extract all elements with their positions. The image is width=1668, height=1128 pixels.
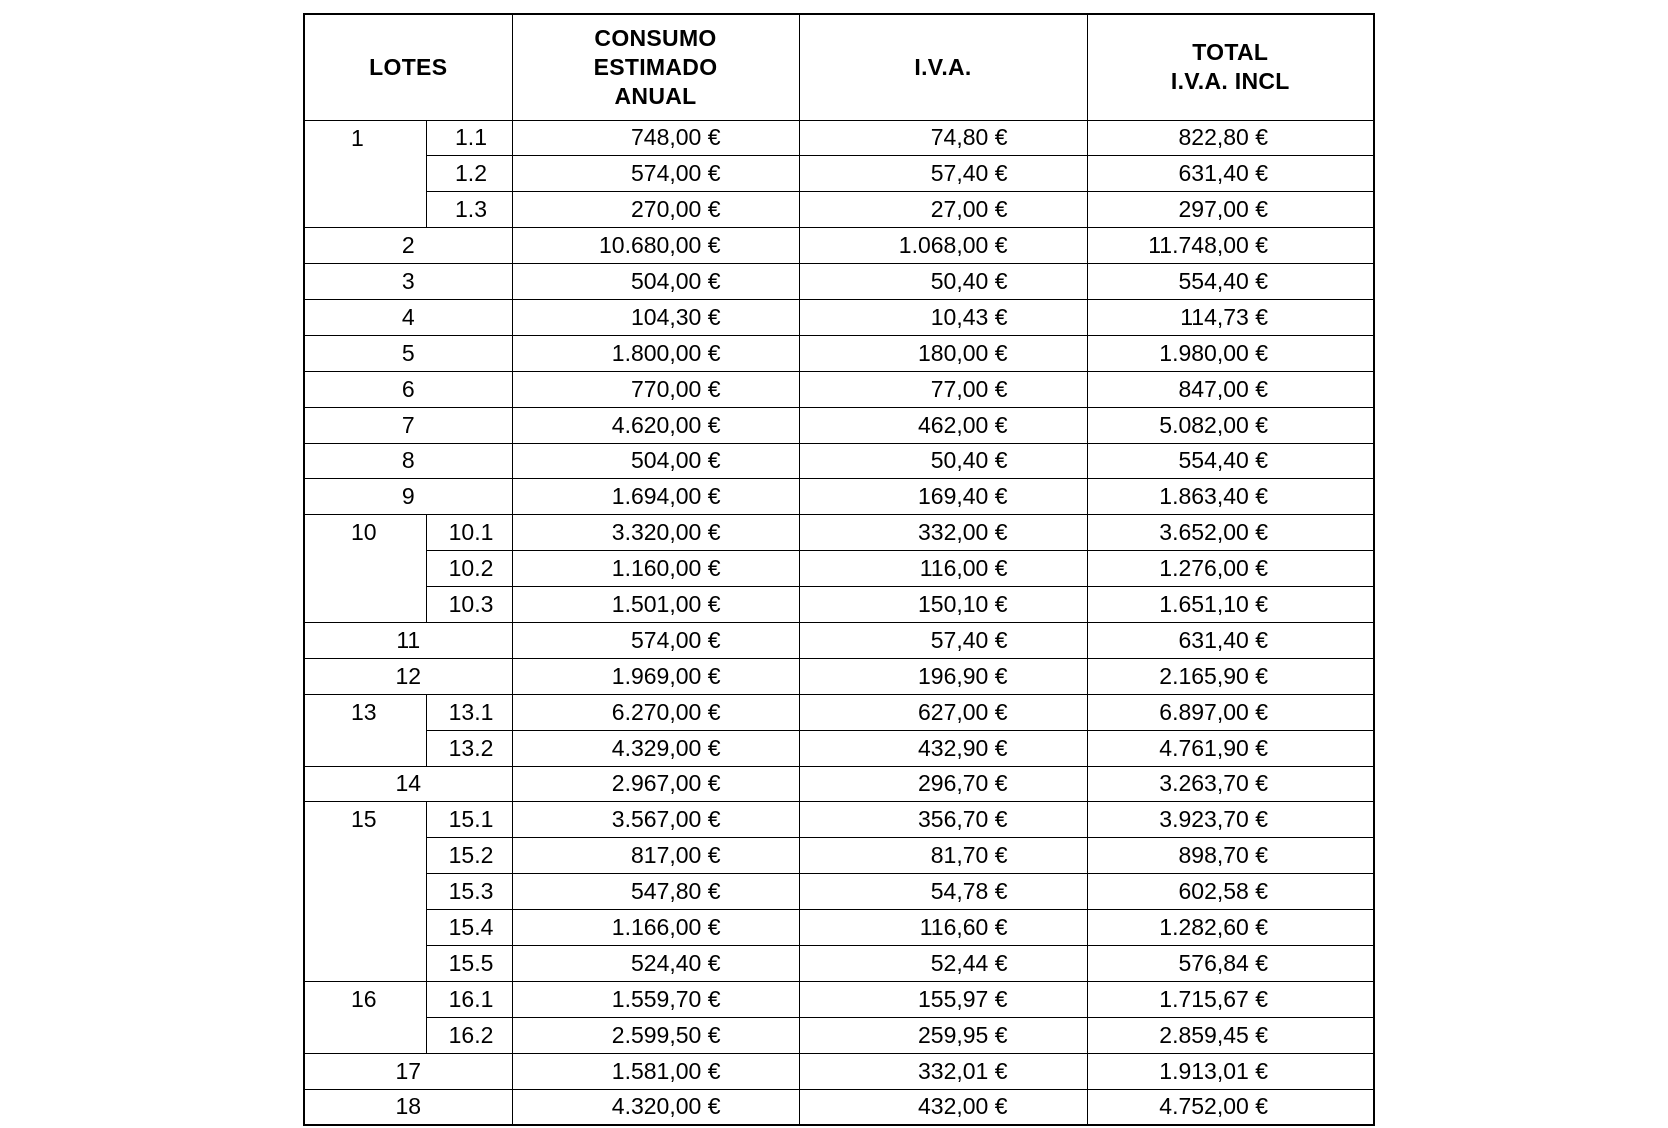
- header-consumo-line: ANUAL: [614, 82, 697, 109]
- table-row: [304, 802, 1374, 838]
- iva-cell: 116,60 €: [799, 910, 1087, 946]
- iva-cell: 356,70 €: [799, 802, 1087, 838]
- iva-cell: 57,40 €: [799, 156, 1087, 192]
- consumo-cell: 2.967,00 €: [512, 766, 799, 802]
- total-cell: 1.715,67 €: [1087, 981, 1374, 1017]
- sub-lote-cell: 16.2: [426, 1017, 512, 1053]
- sub-lote-cell: 15.1: [426, 802, 512, 838]
- sub-lote-cell: 1.2: [426, 156, 512, 192]
- table-row: [304, 407, 1374, 443]
- consumo-cell: 4.620,00 €: [512, 407, 799, 443]
- consumo-cell: 1.581,00 €: [512, 1053, 799, 1089]
- header-consumo-line: ESTIMADO: [593, 53, 718, 80]
- iva-cell: 52,44 €: [799, 945, 1087, 981]
- lote-cell: 9: [304, 479, 512, 515]
- lote-cell: 15: [304, 802, 426, 981]
- total-cell: 3.263,70 €: [1087, 766, 1374, 802]
- table-row: [304, 658, 1374, 694]
- sub-lote-cell: 1.3: [426, 192, 512, 228]
- table-row: [304, 730, 1374, 766]
- total-cell: 576,84 €: [1087, 945, 1374, 981]
- lote-cell: 1: [304, 120, 426, 228]
- table-row: [304, 479, 1374, 515]
- lote-cell: 13: [304, 694, 426, 766]
- total-cell: 631,40 €: [1087, 622, 1374, 658]
- iva-cell: 27,00 €: [799, 192, 1087, 228]
- header-total-line: I.V.A. INCL: [1170, 68, 1290, 95]
- iva-cell: 50,40 €: [799, 443, 1087, 479]
- total-cell: 554,40 €: [1087, 264, 1374, 300]
- table-row: [304, 551, 1374, 587]
- consumo-cell: 1.800,00 €: [512, 335, 799, 371]
- header-row: [304, 14, 1374, 120]
- lote-cell: 3: [304, 264, 512, 300]
- total-cell: 1.980,00 €: [1087, 335, 1374, 371]
- iva-cell: 81,70 €: [799, 838, 1087, 874]
- iva-cell: 10,43 €: [799, 299, 1087, 335]
- total-cell: 2.165,90 €: [1087, 658, 1374, 694]
- table-row: [304, 766, 1374, 802]
- total-cell: 1.276,00 €: [1087, 551, 1374, 587]
- total-cell: 1.282,60 €: [1087, 910, 1374, 946]
- consumo-cell: 504,00 €: [512, 443, 799, 479]
- consumo-cell: 1.559,70 €: [512, 981, 799, 1017]
- table-row: [304, 156, 1374, 192]
- table-body: [304, 120, 1374, 1125]
- iva-cell: 259,95 €: [799, 1017, 1087, 1053]
- consumo-cell: 1.160,00 €: [512, 551, 799, 587]
- total-cell: 3.923,70 €: [1087, 802, 1374, 838]
- iva-cell: 296,70 €: [799, 766, 1087, 802]
- table-row: [304, 264, 1374, 300]
- lote-cell: 17: [304, 1053, 512, 1089]
- iva-cell: 169,40 €: [799, 479, 1087, 515]
- consumo-cell: 504,00 €: [512, 264, 799, 300]
- sub-lote-cell: 10.2: [426, 551, 512, 587]
- lote-cell: 2: [304, 228, 512, 264]
- lote-cell: 5: [304, 335, 512, 371]
- consumo-cell: 524,40 €: [512, 945, 799, 981]
- consumo-cell: 104,30 €: [512, 299, 799, 335]
- total-cell: 3.652,00 €: [1087, 515, 1374, 551]
- total-cell: 1.913,01 €: [1087, 1053, 1374, 1089]
- iva-cell: 332,01 €: [799, 1053, 1087, 1089]
- table-row: [304, 587, 1374, 623]
- sub-lote-cell: 15.3: [426, 874, 512, 910]
- header-consumo: [512, 14, 799, 120]
- lote-cell: 18: [304, 1089, 512, 1125]
- consumo-cell: 770,00 €: [512, 371, 799, 407]
- total-cell: 602,58 €: [1087, 874, 1374, 910]
- sub-lote-cell: 13.2: [426, 730, 512, 766]
- lote-cell: 4: [304, 299, 512, 335]
- total-cell: 114,73 €: [1087, 299, 1374, 335]
- table-row: [304, 981, 1374, 1017]
- consumo-cell: 10.680,00 €: [512, 228, 799, 264]
- consumo-cell: 6.270,00 €: [512, 694, 799, 730]
- iva-cell: 155,97 €: [799, 981, 1087, 1017]
- consumo-cell: 1.501,00 €: [512, 587, 799, 623]
- table-row: [304, 838, 1374, 874]
- consumo-cell: 574,00 €: [512, 156, 799, 192]
- total-cell: 6.897,00 €: [1087, 694, 1374, 730]
- sub-lote-cell: 15.2: [426, 838, 512, 874]
- total-cell: 2.859,45 €: [1087, 1017, 1374, 1053]
- sub-lote-cell: 16.1: [426, 981, 512, 1017]
- table-row: [304, 1053, 1374, 1089]
- iva-cell: 462,00 €: [799, 407, 1087, 443]
- consumo-cell: 748,00 €: [512, 120, 799, 156]
- total-cell: 5.082,00 €: [1087, 407, 1374, 443]
- iva-cell: 74,80 €: [799, 120, 1087, 156]
- iva-cell: 432,90 €: [799, 730, 1087, 766]
- lote-cell: 14: [304, 766, 512, 802]
- sub-lote-cell: 1.1: [426, 120, 512, 156]
- table-row: [304, 1017, 1374, 1053]
- lote-cell: 12: [304, 658, 512, 694]
- consumo-cell: 4.329,00 €: [512, 730, 799, 766]
- table-row: [304, 622, 1374, 658]
- consumo-cell: 2.599,50 €: [512, 1017, 799, 1053]
- total-cell: 1.651,10 €: [1087, 587, 1374, 623]
- iva-cell: 432,00 €: [799, 1089, 1087, 1125]
- total-cell: 847,00 €: [1087, 371, 1374, 407]
- consumo-cell: 1.166,00 €: [512, 910, 799, 946]
- lotes-table: [303, 13, 1375, 1126]
- lote-cell: 10: [304, 515, 426, 623]
- consumo-cell: 1.969,00 €: [512, 658, 799, 694]
- total-cell: 898,70 €: [1087, 838, 1374, 874]
- lote-cell: 7: [304, 407, 512, 443]
- consumo-cell: 3.567,00 €: [512, 802, 799, 838]
- table-row: [304, 371, 1374, 407]
- header-lotes: LOTES: [304, 14, 512, 120]
- lote-cell: 11: [304, 622, 512, 658]
- header-consumo-line: CONSUMO: [594, 24, 717, 51]
- table-row: [304, 228, 1374, 264]
- consumo-cell: 574,00 €: [512, 622, 799, 658]
- iva-cell: 116,00 €: [799, 551, 1087, 587]
- iva-cell: 180,00 €: [799, 335, 1087, 371]
- consumo-cell: 1.694,00 €: [512, 479, 799, 515]
- total-cell: 554,40 €: [1087, 443, 1374, 479]
- iva-cell: 332,00 €: [799, 515, 1087, 551]
- consumo-cell: 817,00 €: [512, 838, 799, 874]
- header-total-line: TOTAL: [1192, 39, 1269, 66]
- total-cell: 297,00 €: [1087, 192, 1374, 228]
- lote-cell: 8: [304, 443, 512, 479]
- consumo-cell: 547,80 €: [512, 874, 799, 910]
- sub-lote-cell: 10.1: [426, 515, 512, 551]
- total-cell: 631,40 €: [1087, 156, 1374, 192]
- table-row: [304, 910, 1374, 946]
- header-iva: I.V.A.: [799, 14, 1087, 120]
- consumo-cell: 3.320,00 €: [512, 515, 799, 551]
- table-row: [304, 299, 1374, 335]
- iva-cell: 150,10 €: [799, 587, 1087, 623]
- iva-cell: 77,00 €: [799, 371, 1087, 407]
- table-row: [304, 874, 1374, 910]
- sub-lote-cell: 15.4: [426, 910, 512, 946]
- iva-cell: 627,00 €: [799, 694, 1087, 730]
- table-row: [304, 515, 1374, 551]
- table-row: [304, 192, 1374, 228]
- total-cell: 4.761,90 €: [1087, 730, 1374, 766]
- total-cell: 11.748,00 €: [1087, 228, 1374, 264]
- iva-cell: 50,40 €: [799, 264, 1087, 300]
- table-row: [304, 335, 1374, 371]
- table-row: [304, 945, 1374, 981]
- consumo-cell: 270,00 €: [512, 192, 799, 228]
- table-row: [304, 443, 1374, 479]
- iva-cell: 196,90 €: [799, 658, 1087, 694]
- iva-cell: 54,78 €: [799, 874, 1087, 910]
- lote-cell: 6: [304, 371, 512, 407]
- total-cell: 4.752,00 €: [1087, 1089, 1374, 1125]
- table-row: [304, 694, 1374, 730]
- sub-lote-cell: 10.3: [426, 587, 512, 623]
- total-cell: 1.863,40 €: [1087, 479, 1374, 515]
- sub-lote-cell: 15.5: [426, 945, 512, 981]
- table-row: [304, 120, 1374, 156]
- table-row: [304, 1089, 1374, 1125]
- lote-cell: 16: [304, 981, 426, 1053]
- sub-lote-cell: 13.1: [426, 694, 512, 730]
- consumo-cell: 4.320,00 €: [512, 1089, 799, 1125]
- iva-cell: 57,40 €: [799, 622, 1087, 658]
- iva-cell: 1.068,00 €: [799, 228, 1087, 264]
- header-total: [1087, 14, 1374, 120]
- total-cell: 822,80 €: [1087, 120, 1374, 156]
